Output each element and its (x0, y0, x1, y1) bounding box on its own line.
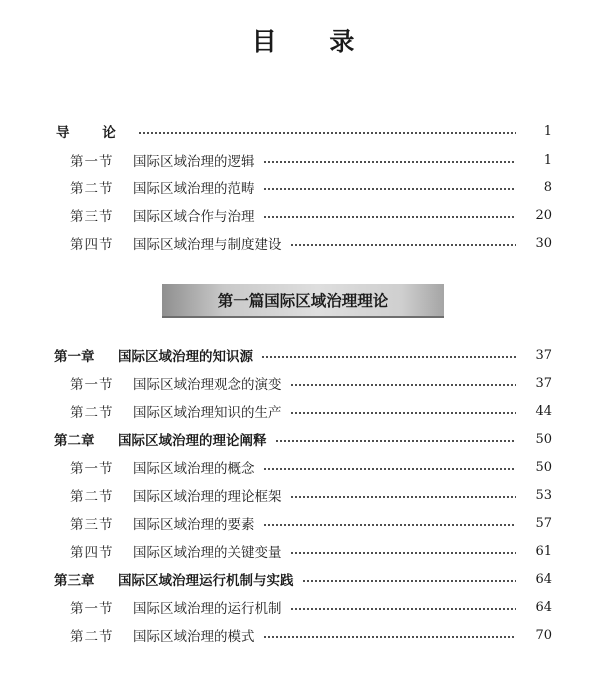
dot-leader (263, 216, 517, 218)
page-title: 目 录 (251, 27, 377, 56)
section-number: 第二节 (70, 629, 114, 645)
page-number: 50 (535, 459, 552, 475)
toc-entry-chapter[interactable] (0, 429, 606, 449)
chapter-title: 国际区域治理运行机制与实践 (118, 573, 294, 589)
page-number: 53 (535, 487, 552, 503)
chapter-title: 国际区域治理的知识源 (118, 349, 253, 365)
toc-entry-section[interactable] (0, 457, 606, 477)
section-title: 国际区域治理的概念 (133, 461, 255, 477)
section-title: 国际区域治理的逻辑 (133, 154, 255, 170)
dot-leader (275, 440, 517, 442)
intro-label: 导 论 (56, 125, 130, 141)
toc-entry-section[interactable] (0, 150, 606, 170)
toc-entry-section[interactable] (0, 625, 606, 645)
dot-leader (263, 636, 517, 638)
section-number: 第二节 (70, 405, 114, 421)
section-number: 第三节 (70, 209, 114, 225)
page-number: 64 (535, 599, 552, 615)
section-number: 第四节 (70, 237, 114, 253)
section-number: 第二节 (70, 489, 114, 505)
section-title: 国际区域治理知识的生产 (133, 405, 282, 421)
section-number: 第一节 (70, 154, 114, 170)
section-title: 国际区域治理的关键变量 (133, 545, 282, 561)
toc-entry-section[interactable] (0, 541, 606, 561)
part-banner[interactable] (162, 284, 444, 318)
section-number: 第三节 (70, 517, 114, 533)
chapter-number: 第二章 (54, 433, 95, 449)
dot-leader (290, 552, 517, 554)
dot-leader (302, 580, 517, 582)
dot-leader (290, 384, 517, 386)
toc-entry-section[interactable] (0, 597, 606, 617)
section-title: 国际区域治理的理论框架 (133, 489, 282, 505)
dot-leader (290, 608, 517, 610)
page-number: 44 (535, 403, 552, 419)
dot-leader (290, 496, 517, 498)
dot-leader (290, 244, 517, 246)
page-number: 1 (543, 123, 552, 139)
page-number: 37 (535, 375, 552, 391)
chapter-number: 第一章 (54, 349, 95, 365)
page-number: 20 (535, 207, 552, 223)
section-title: 国际区域合作与治理 (133, 209, 255, 225)
dot-leader (290, 412, 517, 414)
dot-leader (138, 132, 516, 134)
page-number: 1 (543, 152, 552, 168)
page-number: 70 (535, 627, 552, 643)
section-title: 国际区域治理的运行机制 (133, 601, 282, 617)
section-title: 国际区域治理与制度建设 (133, 237, 282, 253)
dot-leader (263, 161, 517, 163)
section-title: 国际区域治理的范畴 (133, 181, 255, 197)
toc-entry-section[interactable] (0, 233, 606, 253)
section-number: 第四节 (70, 545, 114, 561)
section-number: 第二节 (70, 181, 114, 197)
section-number: 第一节 (70, 377, 114, 393)
dot-leader (263, 468, 517, 470)
page-number: 57 (535, 515, 552, 531)
chapter-number: 第三章 (54, 573, 95, 589)
toc-entry-section[interactable] (0, 401, 606, 421)
dot-leader (263, 188, 517, 190)
toc-entry-chapter[interactable] (0, 569, 606, 589)
part-title: 国际区域治理理论 (264, 291, 389, 310)
toc-entry-section[interactable] (0, 513, 606, 533)
dot-leader (261, 356, 516, 358)
section-title: 国际区域治理的要素 (133, 517, 255, 533)
page-number: 50 (535, 431, 552, 447)
toc-entry-section[interactable] (0, 205, 606, 225)
page-number: 64 (535, 571, 552, 587)
section-number: 第一节 (70, 461, 114, 477)
page-number: 37 (535, 347, 552, 363)
page-number: 30 (535, 235, 552, 251)
toc-entry-intro[interactable] (0, 121, 606, 141)
toc-entry-section[interactable] (0, 485, 606, 505)
chapter-title: 国际区域治理的理论阐释 (118, 433, 267, 449)
page-number: 61 (535, 543, 552, 559)
toc-entry-section[interactable] (0, 373, 606, 393)
section-title: 国际区域治理的模式 (133, 629, 255, 645)
page-number: 8 (543, 179, 552, 195)
toc-entry-section[interactable] (0, 177, 606, 197)
dot-leader (263, 524, 517, 526)
toc-entry-chapter[interactable] (0, 345, 606, 365)
part-number: 第一篇 (217, 291, 265, 310)
section-title: 国际区域治理观念的演变 (133, 377, 282, 393)
section-number: 第一节 (70, 601, 114, 617)
